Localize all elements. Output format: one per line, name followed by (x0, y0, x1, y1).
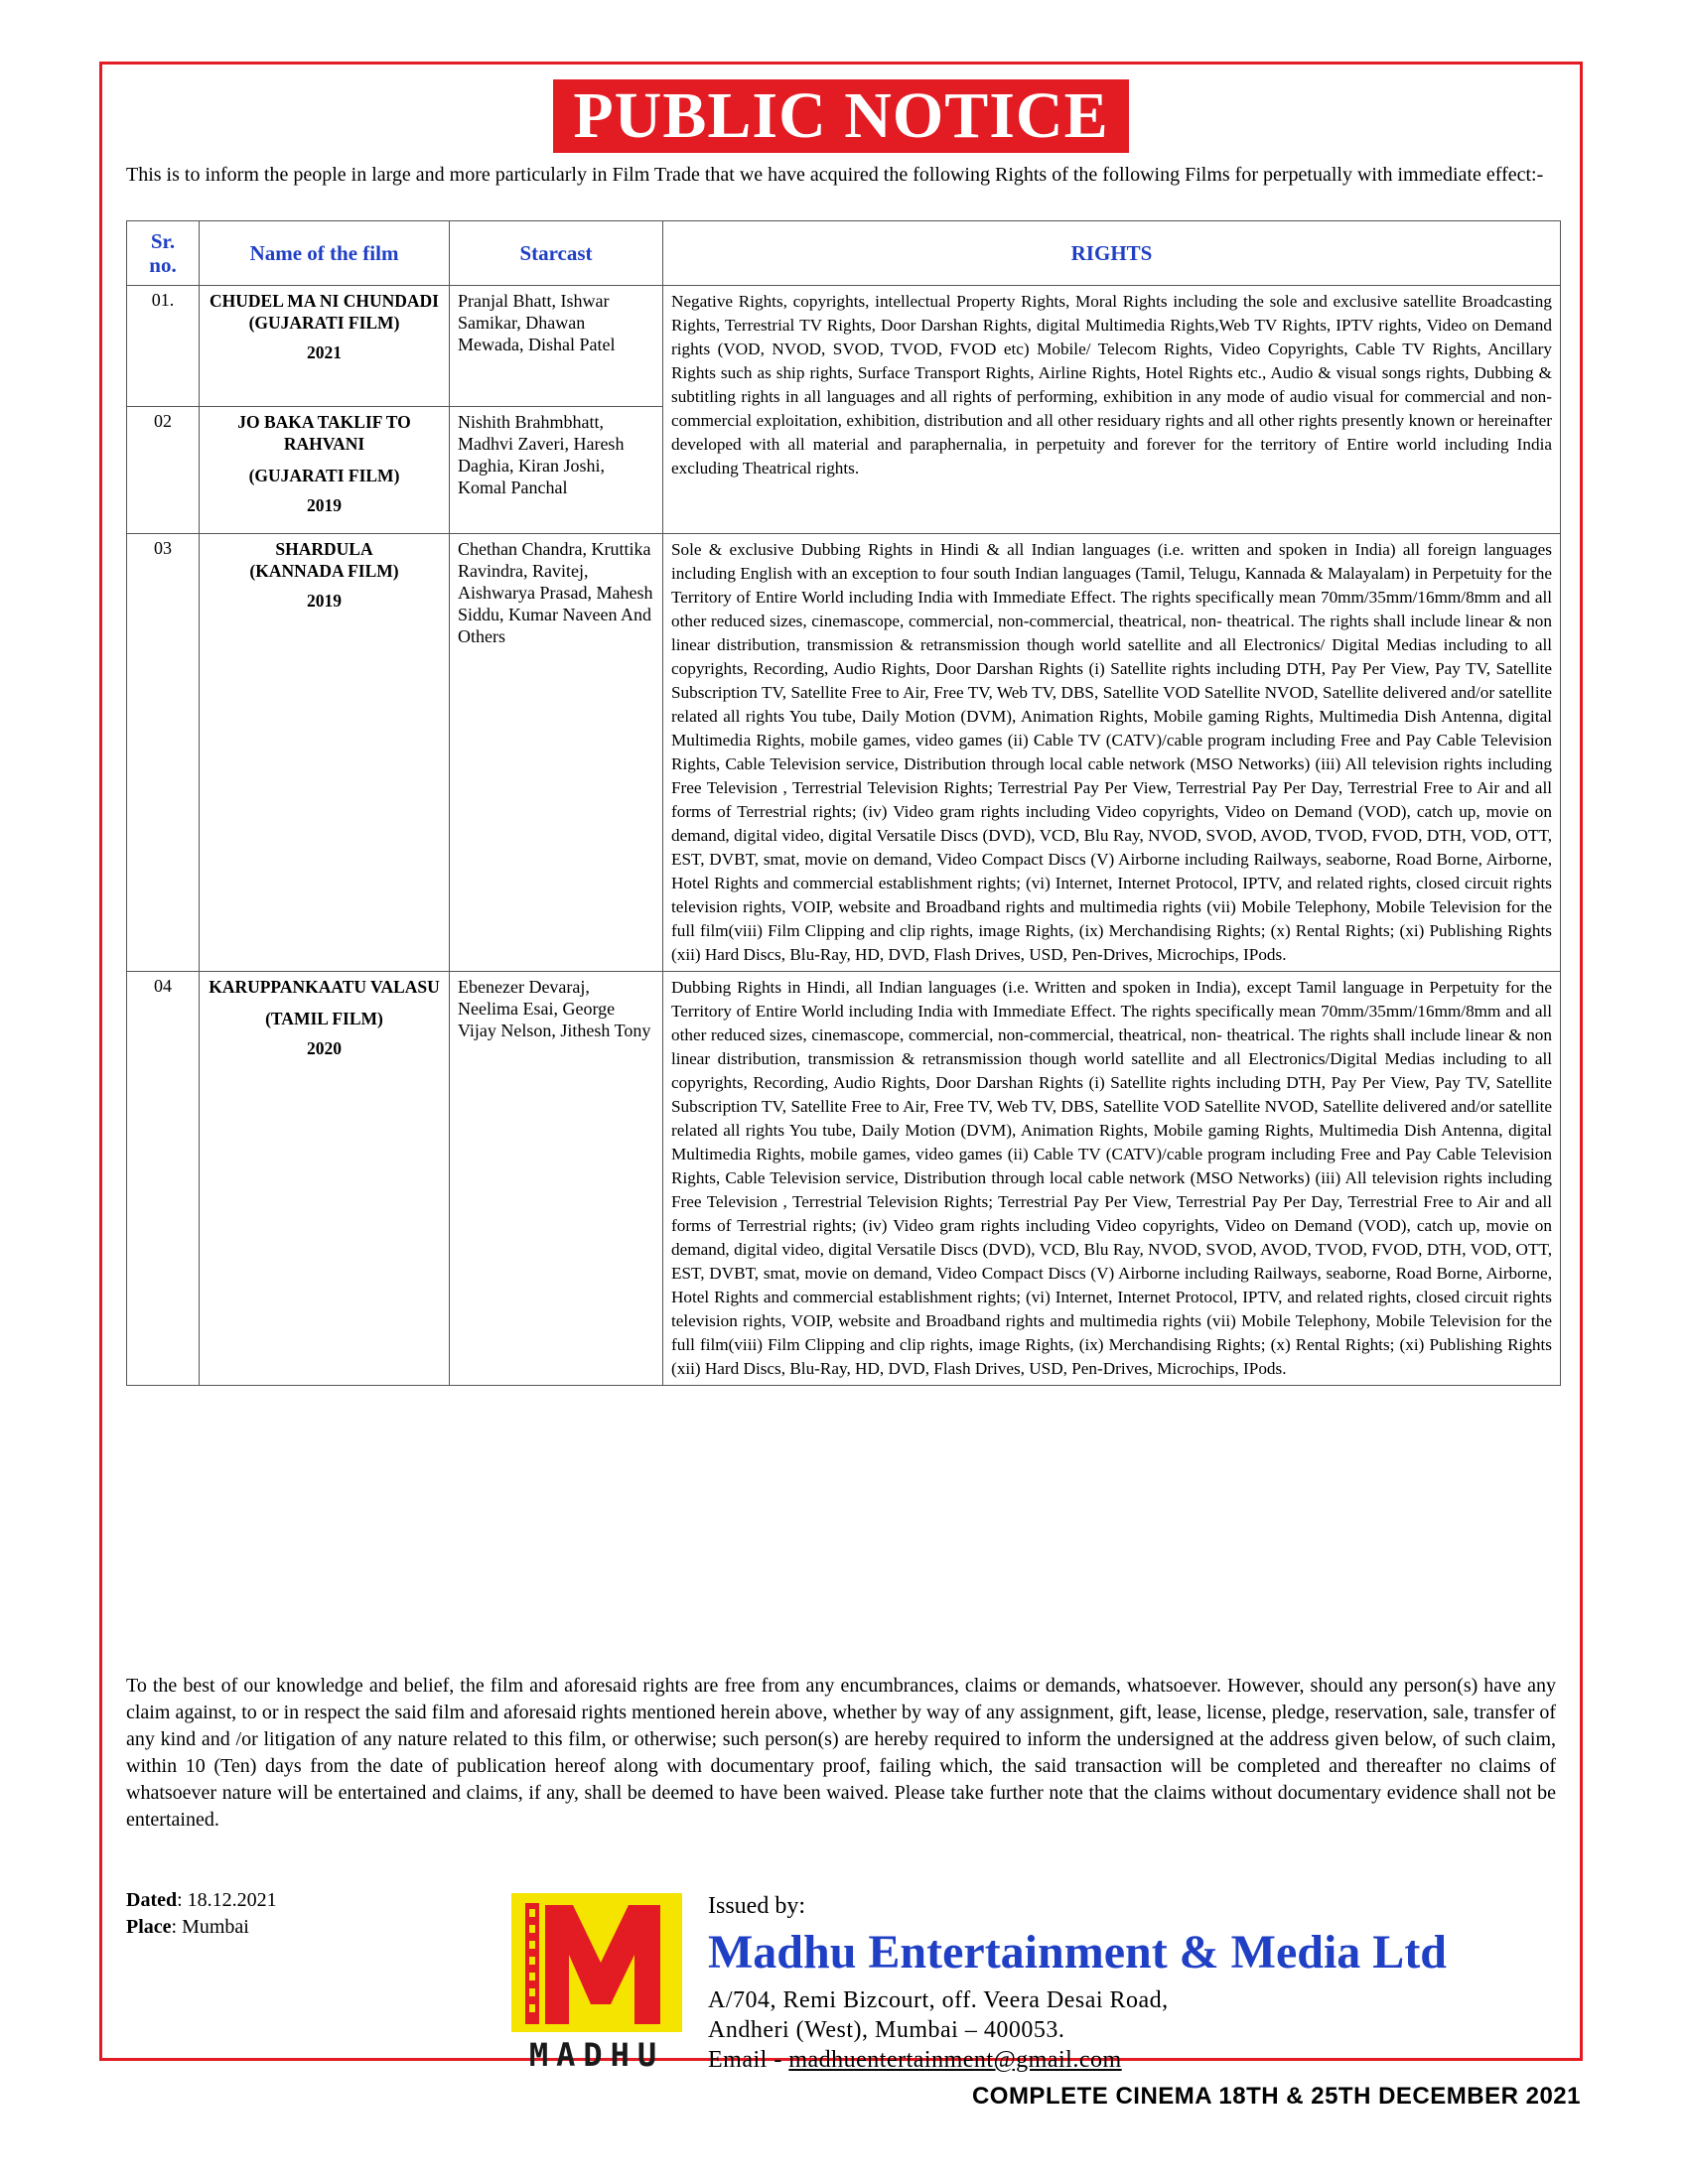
row-film (200, 972, 450, 1386)
row-sr-no: 02 (127, 407, 200, 534)
page-title: PUBLIC NOTICE (553, 79, 1128, 153)
films-rights-table (126, 220, 1561, 1386)
film-name: CHUDEL MA NI CHUNDADI (210, 291, 439, 311)
row-rights-4: Dubbing Rights in Hindi, all Indian languages (i.e. Written and spoken in India), except Tamil language in Perpetuity for the Territory of Entire World including India with Immediate Effect. The rights specifically mean 70mm/35mm/16mm/8mm and all other reduced sizes, cinemascope, commercial, non-commercial, theatrical, non- theatrical. The rights shall include linear & non linear distribution, transmission & retransmission though world satellite and all Electronics/Digital Medias including to all copyrights, Recording, Audio Rights, Door Darshan Rights (i) Satellite rights including DTH, Pay Per View, Pay TV, Satellite Subscription TV, Satellite Free to Air, Free TV, Web TV, DBS, Satellite VOD Satellite NVOD, Satellite delivered and/or satellite related all rights You tube, Daily Motion (DVM), Animation Rights, Mobile gaming Rights, Multimedia Dish Antenna, digital Multimedia Rights, mobile games, video games (ii) Cable TV (CATV)/cable program including Free and Pay Cable Television Rights, Cable Television service, Distribution through local cable network (MSO Networks) (iii) All television rights including Free Television , Terrestrial Television Rights; Terrestrial Pay Per View, Terrestrial Pay Per Day, Terrestrial Free to Air and all forms of Terrestrial rights; (iv) Video gram rights including Video copyrights, Video on Demand (VOD), catch up, movie on demand, digital video, digital Versatile Discs (DVD), VCD, Blu Ray, NVOD, SVOD, AVOD, TVOD, FVOD, DTH, VOD, OTT, EST, DVBT, smat, movie on demand, Video Compact Discs (V) Airborne including Railways, seaborne, Road Borne, Airborne, Hotel Rights and commercial establishment rights; (vi) Internet, Internet Protocol, IPTV, and related rights, closed circuit rights television rights, VOIP, website and Broadband rights and multimedia rights (vii) Mobile Telephony, Mobile Television for the full film(viii) Film Clipping and clip rights, image Rights, (ix) Merchandising Rights; (x) Rental Rights; (xi) Publishing Rights (xii) Hard Discs, Blu-Ray, HD, DVD, Flash Drives, USD, Pen-Drives, Microchips, IPods. (663, 972, 1561, 1386)
notice-frame (99, 62, 1583, 2073)
place-value: : Mumbai (171, 1916, 249, 1938)
row-sr-no: 04 (127, 972, 200, 1386)
row-starcast: Ebenezer Devaraj, Neelima Esai, George Vijay Nelson, Jithesh Tony (450, 972, 663, 1386)
email-link[interactable]: madhuentertainment@gmail.com (788, 2047, 1122, 2073)
row-film (200, 407, 450, 534)
closing-paragraph: To the best of our knowledge and belief, the film and aforesaid rights are free from any encumbrances, claims or demands, whatsoever. However, should any person(s) have any claim against, to or in respect the said film and aforesaid rights mentioned herein above, whether by way of any assignment, gift, lease, license, pledge, reservation, sale, transfer of any kind and /or litigation of any nature related to this film, or otherwise; such person(s) are hereby required to inform the undersigned at the address given below, of such claim, within 10 (Ten) days from the date of publication hereof along with documentary proof, failing which, the said transaction will be completed and thereafter no claims of whatsoever nature will be entertained and claims, if any, shall be deemed to have been waived. Please take further note that the claims without documentary evidence shall not be entertained. (126, 1675, 1556, 1831)
film-name: SHARDULA (275, 539, 373, 559)
company-address (708, 1985, 1169, 2075)
film-language: (GUJARATI FILM) (248, 466, 400, 485)
film-year: 2019 (307, 591, 342, 611)
date-place-block (126, 1887, 277, 1941)
film-language: (TAMIL FILM) (265, 1009, 383, 1028)
row-starcast: Chethan Chandra, Kruttika Ravindra, Ravitej, Aishwarya Prasad, Mahesh Siddu, Kumar Naveen And Others (450, 534, 663, 972)
header-sr-no (127, 221, 200, 286)
row-starcast: Pranjal Bhatt, Ishwar Samikar, Dhawan Mewada, Dishal Patel (450, 286, 663, 407)
table-header-row (127, 221, 1561, 286)
email-line (708, 2045, 1169, 2075)
film-year: 2019 (307, 495, 342, 515)
header-sr-line1: Sr. (150, 229, 176, 253)
header-rights: RIGHTS (663, 221, 1561, 286)
title-wrap (102, 79, 1580, 153)
table-row (127, 972, 1561, 1386)
intro-paragraph: This is to inform the people in large and more particularly in Film Trade that we have acquired the following Rights of the following Films for perpetually with immediate effect:- (126, 164, 1544, 186)
film-language: (GUJARATI FILM) (248, 313, 400, 333)
film-language: (KANNADA FILM) (249, 561, 399, 581)
row-rights-3: Sole & exclusive Dubbing Rights in Hindi & all Indian languages (i.e. written and spoken in India) all foreign languages including English with an exception to four south Indian languages (Tamil, Telugu, Kannada & Malayalam) in Perpetuity for the Territory of Entire World including India with Immediate Effect. The rights specifically mean 70mm/35mm/16mm/8mm and all other reduced sizes, cinemascope, commercial, non-commercial, theatrical, non- theatrical. The rights shall include linear & non linear distribution, transmission & retransmission though world satellite and all Electronics/ Digital Medias including to all copyrights, Recording, Audio Rights, Door Darshan Rights (i) Satellite rights including DTH, Pay Per View, Pay TV, Satellite Subscription TV, Satellite Free to Air, Free TV, Web TV, DBS, Satellite VOD Satellite NVOD, Satellite delivered and/or satellite related all rights You tube, Daily Motion (DVM), Animation Rights, Mobile gaming Rights, Multimedia Dish Antenna, digital Multimedia Rights, mobile games, video games (ii) Cable TV (CATV)/cable program including Free and Pay Cable Television Rights, Cable Television service, Distribution through local cable network (MSO Networks) (iii) All television rights including Free Television , Terrestrial Television Rights; Terrestrial Pay Per View, Terrestrial Pay Per Day, Terrestrial Free to Air and all forms of Terrestrial rights; (iv) Video gram rights including Video copyrights, Video on Demand (VOD), catch up, movie on demand, digital video, digital Versatile Discs (DVD), VCD, Blu Ray, NVOD, SVOD, AVOD, TVOD, FVOD, DTH, VOD, OTT, EST, DVBT, smat, movie on demand, Video Compact Discs (V) Airborne including Railways, seaborne, Road Borne, Airborne, Hotel Rights and commercial establishment rights; (vi) Internet, Internet Protocol, IPTV, and related rights, closed circuit rights television rights, VOIP, website and Broadband rights and multimedia rights (vii) Mobile Telephony, Mobile Television for the full film(viii) Film Clipping and clip rights, image Rights, (ix) Merchandising Rights; (x) Rental Rights; (xi) Publishing Rights (xii) Hard Discs, Blu-Ray, HD, DVD, Flash Drives, USD, Pen-Drives, Microchips, IPods. (663, 534, 1561, 972)
table-row (127, 534, 1561, 972)
row-film (200, 534, 450, 972)
film-name: KARUPPANKAATU VALASU (209, 977, 440, 997)
dated-line (126, 1887, 277, 1914)
email-label: Email - (708, 2047, 789, 2073)
dated-label: Dated (126, 1889, 178, 1911)
dated-value: : 18.12.2021 (177, 1889, 277, 1911)
row-film (200, 286, 450, 407)
address-line-1: A/704, Remi Bizcourt, off. Veera Desai Road, (708, 1987, 1169, 2013)
row-sr-no: 01. (127, 286, 200, 407)
film-year: 2021 (307, 342, 342, 362)
madhu-logo (511, 1893, 682, 2072)
place-line (126, 1914, 277, 1941)
header-film-name: Name of the film (200, 221, 450, 286)
row-starcast: Nishith Brahmbhatt, Madhvi Zaveri, Haresh Daghia, Kiran Joshi, Komal Panchal (450, 407, 663, 534)
row-rights-1-2: Negative Rights, copyrights, intellectual Property Rights, Moral Rights including the sole and exclusive satellite Broadcasting Rights, Terrestrial TV Rights, Door Darshan Rights, digital Multimedia Rights,Web TV Rights, IPTV rights, Video on Demand rights (VOD, NVOD, SVOD, TVOD, FVOD etc) Mobile/ Telecom Rights, Video Copyrights, Cable TV Rights, Ancillary Rights such as ship rights, Surface Transport Rights, Airline Rights, Hotel Rights etc., Audio & visual songs rights, Dubbing & subtitling rights in all languages and all rights of performing, exhibition in any mode of audio visual for commercial and non-commercial exploitation, exhibition, distribution and all other residuary rights and all other rights presently known or hereinafter developed with all material and paraphernalia, in perpetuity and forever for the territory of Entire world including India excluding Theatrical rights. (663, 286, 1561, 534)
issued-by-label: Issued by: (708, 1893, 805, 1919)
film-name: JO BAKA TAKLIF TO RAHVANI (237, 412, 411, 454)
film-year: 2020 (307, 1038, 342, 1058)
table-row (127, 286, 1561, 407)
place-label: Place (126, 1916, 172, 1938)
row-sr-no: 03 (127, 534, 200, 972)
header-sr-line2: no. (149, 253, 177, 277)
logo-text: MADHU (528, 2036, 665, 2072)
address-line-2: Andheri (West), Mumbai – 400053. (708, 2017, 1065, 2043)
header-starcast: Starcast (450, 221, 663, 286)
publication-footer: COMPLETE CINEMA 18TH & 25TH DECEMBER 2021 (971, 2083, 1581, 2110)
company-name: Madhu Entertainment & Media Ltd (708, 1926, 1447, 1979)
